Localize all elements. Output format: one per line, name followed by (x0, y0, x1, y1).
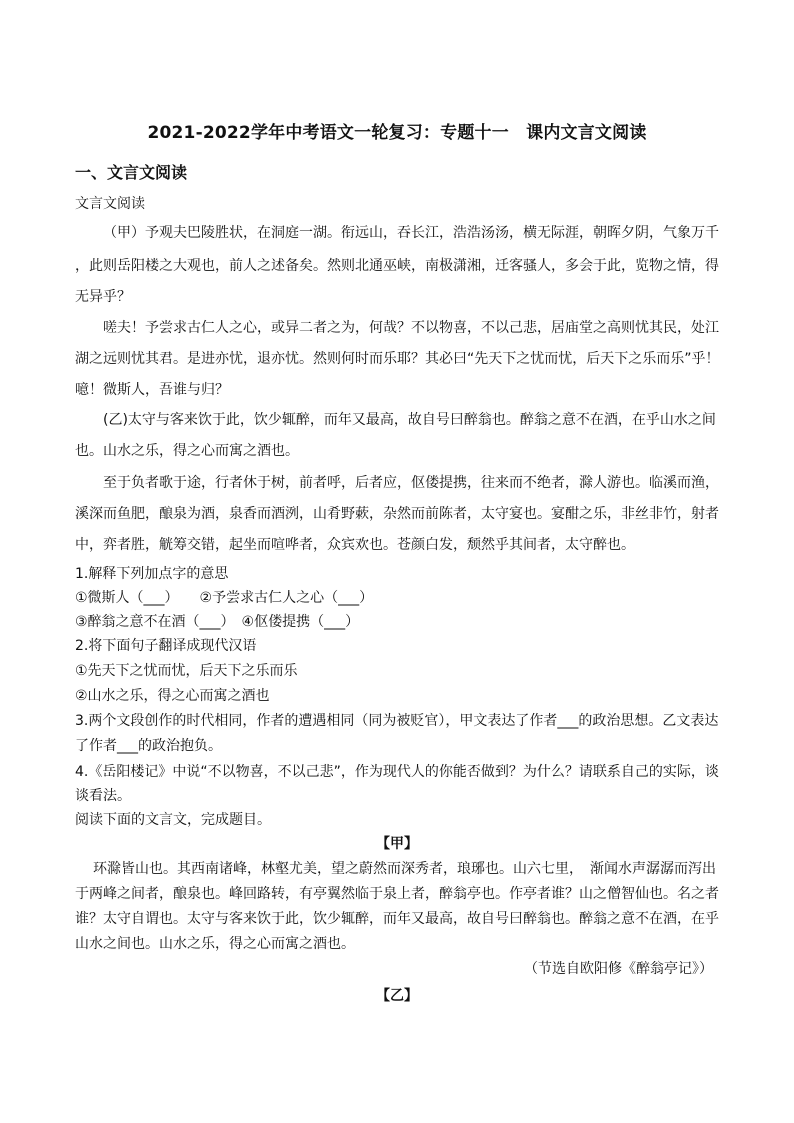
question-3: 3.两个文段创作的时代相同，作者的遭遇相同（同为被贬官），甲文表达了作者___的政治思想。乙文表达 (75, 713, 719, 729)
section-heading: 一、文言文阅读 (75, 163, 188, 182)
subheading: 文言文阅读 (75, 196, 145, 212)
passage-jia-line: 嗟夫！予尝求古仁人之心，或异二者之为，何哉？不以物喜，不以己悲，居庙堂之高则忧其民，处江 (103, 320, 719, 336)
question-4: 谈看法。 (75, 788, 131, 804)
passage-yi-line: 至于负者歌于途，行者休于树，前者呼，后者应，伛偻提携，往来而不绝者，滁人游也。临溪而渔， (103, 475, 719, 491)
passage-yi-line: 中，弈者胜，觥筹交错，起坐而喧哗者，众宾欢也。苍颜白发，颓然乎其间者，太守醉也。 (75, 537, 635, 553)
passage-jia2-line: 环滁皆山也。其西南诸峰，林壑尤美，望之蔚然而深秀者，琅琊也。山六七里， 渐闻水声潺潺而泻出 (93, 861, 716, 877)
passage-jia-line: 湖之远则忧其君。是进亦忧，退亦忧。然则何时而乐耶？其必曰“先天下之忧而忧，后天下之乐而乐”乎！ (75, 351, 720, 367)
passage-jia2-line: 于两峰之间者，酿泉也。峰回路转，有亭翼然临于泉上者，醉翁亭也。作亭者谁？山之僧智仙也。名之者 (75, 886, 719, 902)
passage-jia2-line: 谁？太守自谓也。太守与客来饮于此，饮少辄醉，而年又最高，故自号曰醉翁也。醉翁之意不在酒，在乎 (75, 911, 719, 927)
passage-jia-line: 无异乎？ (75, 289, 131, 305)
question-2: 2.将下面句子翻译成现代汉语 (75, 638, 257, 654)
passage-jia-line: 噫！微斯人，吾谁与归？ (75, 382, 229, 398)
source-citation: （节选自欧阳修《醉翁亭记》） (524, 961, 713, 977)
question-4: 4.《岳阳楼记》中说“不以物喜，不以己悲”，作为现代人的你能否做到？为什么？请联系自己的实际，谈 (75, 764, 719, 780)
page-title: 2021-2022学年中考语文一轮复习：专题十一 课内文言文阅读 (147, 123, 647, 143)
question-1: 1.解释下列加点字的意思 (75, 566, 229, 582)
passage-yi-line: 溪深而鱼肥，酿泉为酒，泉香而酒洌，山肴野蔌，杂然而前陈者，太守宴也。宴酣之乐，非丝非竹，射者 (75, 506, 719, 522)
question-2-item: ①先天下之忧而忧，后天下之乐而乐 (75, 663, 298, 679)
question-1-items: ③醉翁之意不在酒（___） ④伛偻提携（___） (75, 614, 360, 630)
passage-yi-line: (乙)太守与客来饮于此，饮少辄醉，而年又最高，故自号曰醉翁也。醉翁之意不在酒，在乎山水之间 (103, 412, 716, 428)
question-2-item: ②山水之乐，得之心而寓之酒也 (75, 688, 270, 704)
passage-label-yi: 【乙】 (376, 988, 418, 1004)
passage-jia2-line: 山水之间也。山水之乐，得之心而寓之酒也。 (75, 936, 355, 952)
question-3: 了作者___的政治抱负。 (75, 738, 222, 754)
passage-label-jia: 【甲】 (376, 836, 418, 852)
question-1-items: ①微斯人（___） ②予尝求古仁人之心（___） (75, 590, 374, 606)
passage-jia-line: （甲）予观夫巴陵胜状，在洞庭一湖。衔远山，吞长江，浩浩汤汤，横无际涯，朝晖夕阴，气象万千 (103, 225, 719, 241)
passage-jia-line: ，此则岳阳楼之大观也，前人之述备矣。然则北通巫峡，南极潇湘，迁客骚人，多会于此，览物之情，得 (75, 258, 719, 274)
reading-instruction: 阅读下面的文言文，完成题目。 (75, 812, 271, 828)
passage-yi-line: 也。山水之乐，得之心而寓之酒也。 (75, 443, 299, 459)
